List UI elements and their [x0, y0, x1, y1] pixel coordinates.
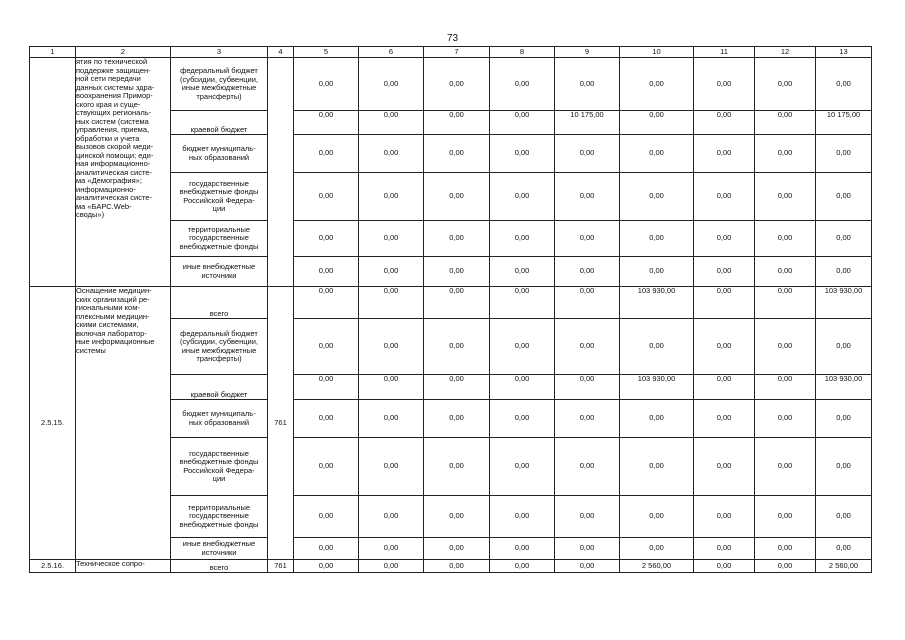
amount-cell: 0,00	[424, 438, 490, 496]
amount-cell: 0,00	[490, 375, 555, 400]
amount-cell: 0,00	[555, 438, 620, 496]
amount-cell: 0,00	[620, 111, 694, 135]
amount-cell: 0,00	[694, 319, 755, 375]
amount-cell: 0,00	[816, 538, 872, 560]
amount-cell: 0,00	[294, 111, 359, 135]
amount-cell: 0,00	[359, 257, 424, 287]
amount-cell: 0,00	[294, 438, 359, 496]
amount-cell: 0,00	[490, 257, 555, 287]
amount-cell: 0,00	[694, 221, 755, 257]
column-header: 10	[620, 47, 694, 58]
column-header: 6	[359, 47, 424, 58]
amount-cell: 0,00	[424, 135, 490, 173]
funding-source: федеральный бюджет (субсидии, субвенции, иные межбюджетные трансферты)	[171, 58, 268, 111]
amount-cell: 0,00	[755, 496, 816, 538]
funding-source: государственные внебюджетные фонды Российской Федера- ции	[171, 173, 268, 221]
grbs-code: 761	[268, 287, 294, 560]
amount-cell: 0,00	[755, 538, 816, 560]
column-header: 2	[76, 47, 171, 58]
amount-cell: 0,00	[620, 135, 694, 173]
amount-cell: 0,00	[359, 538, 424, 560]
column-header: 7	[424, 47, 490, 58]
budget-table	[29, 46, 872, 573]
amount-cell: 0,00	[424, 173, 490, 221]
amount-cell: 0,00	[694, 58, 755, 111]
amount-cell: 0,00	[755, 221, 816, 257]
amount-cell: 0,00	[755, 319, 816, 375]
amount-cell: 0,00	[424, 221, 490, 257]
amount-cell: 0,00	[359, 111, 424, 135]
funding-source: государственные внебюджетные фонды Российской Федера- ции	[171, 438, 268, 496]
amount-cell: 0,00	[424, 58, 490, 111]
amount-cell: 0,00	[620, 257, 694, 287]
amount-cell: 0,00	[294, 221, 359, 257]
amount-cell: 0,00	[359, 135, 424, 173]
column-header: 11	[694, 47, 755, 58]
amount-cell: 0,00	[294, 173, 359, 221]
amount-cell: 0,00	[694, 438, 755, 496]
amount-cell: 0,00	[359, 438, 424, 496]
column-header: 5	[294, 47, 359, 58]
amount-cell: 0,00	[555, 319, 620, 375]
column-header: 13	[816, 47, 872, 58]
amount-cell: 0,00	[490, 560, 555, 573]
amount-cell: 0,00	[755, 58, 816, 111]
funding-source: иные внебюджетные источники	[171, 257, 268, 287]
funding-source: краевой бюджет	[171, 111, 268, 135]
amount-cell: 0,00	[555, 257, 620, 287]
amount-cell: 0,00	[620, 58, 694, 111]
amount-cell: 0,00	[816, 257, 872, 287]
grbs-code: 761	[268, 560, 294, 573]
funding-source: иные внебюджетные источники	[171, 538, 268, 560]
amount-cell: 0,00	[816, 221, 872, 257]
amount-cell: 0,00	[555, 375, 620, 400]
column-header: 9	[555, 47, 620, 58]
row-code	[30, 58, 76, 287]
amount-cell: 0,00	[294, 538, 359, 560]
amount-cell: 0,00	[359, 287, 424, 319]
funding-source: бюджет муниципаль- ных образований	[171, 400, 268, 438]
amount-cell: 0,00	[620, 438, 694, 496]
amount-cell: 0,00	[694, 287, 755, 319]
amount-cell: 0,00	[755, 375, 816, 400]
column-header: 12	[755, 47, 816, 58]
amount-cell: 0,00	[424, 257, 490, 287]
funding-source: всего	[171, 560, 268, 573]
row-description: ятия по технической поддержке защищен- ной сети передачи данных системы здра- воохранения Примор- ского края и суще- ствующих региональ- ных систем (система управления, приема, обработки и учета вызовов скорой меди- цинской помощи; еди- ная информационно- аналитическая систе- ма «Демография»; информационно- аналитическая систе- ма «БАРС.Web- своды»)	[76, 58, 171, 287]
amount-cell: 0,00	[490, 538, 555, 560]
amount-cell: 0,00	[694, 538, 755, 560]
amount-cell: 0,00	[555, 135, 620, 173]
amount-cell: 0,00	[490, 111, 555, 135]
amount-cell: 0,00	[424, 319, 490, 375]
amount-cell: 0,00	[816, 319, 872, 375]
table-row	[30, 560, 872, 573]
amount-cell: 0,00	[555, 538, 620, 560]
amount-cell: 0,00	[816, 438, 872, 496]
amount-cell: 0,00	[755, 111, 816, 135]
amount-cell: 0,00	[359, 400, 424, 438]
amount-cell: 0,00	[620, 400, 694, 438]
amount-cell: 0,00	[359, 375, 424, 400]
amount-cell: 0,00	[294, 496, 359, 538]
amount-cell: 0,00	[424, 538, 490, 560]
amount-cell: 0,00	[359, 560, 424, 573]
row-code: 2.5.16.	[30, 560, 76, 573]
amount-cell: 0,00	[694, 400, 755, 438]
amount-cell: 0,00	[555, 287, 620, 319]
row-code: 2.5.15.	[30, 287, 76, 560]
amount-cell: 0,00	[424, 111, 490, 135]
amount-cell: 0,00	[294, 58, 359, 111]
grbs-code	[268, 58, 294, 287]
column-header: 4	[268, 47, 294, 58]
table-row	[30, 58, 872, 111]
column-header: 3	[171, 47, 268, 58]
amount-cell: 0,00	[424, 400, 490, 438]
amount-cell: 0,00	[816, 173, 872, 221]
amount-cell: 103 930,00	[620, 287, 694, 319]
amount-cell: 0,00	[694, 257, 755, 287]
amount-cell: 0,00	[490, 287, 555, 319]
amount-cell: 10 175,00	[816, 111, 872, 135]
amount-cell: 0,00	[359, 496, 424, 538]
amount-cell: 2 560,00	[620, 560, 694, 573]
amount-cell: 0,00	[294, 257, 359, 287]
amount-cell: 0,00	[490, 496, 555, 538]
amount-cell: 0,00	[294, 135, 359, 173]
amount-cell: 0,00	[359, 319, 424, 375]
page-number: 73	[446, 33, 459, 44]
amount-cell: 0,00	[359, 58, 424, 111]
amount-cell: 0,00	[294, 400, 359, 438]
amount-cell: 0,00	[694, 375, 755, 400]
funding-source: территориальные государственные внебюджетные фонды	[171, 496, 268, 538]
amount-cell: 0,00	[694, 496, 755, 538]
amount-cell: 0,00	[755, 560, 816, 573]
amount-cell: 0,00	[555, 221, 620, 257]
amount-cell: 0,00	[816, 496, 872, 538]
amount-cell: 0,00	[359, 173, 424, 221]
funding-source: территориальные государственные внебюджетные фонды	[171, 221, 268, 257]
funding-source: краевой бюджет	[171, 375, 268, 400]
amount-cell: 0,00	[424, 375, 490, 400]
amount-cell: 0,00	[490, 400, 555, 438]
amount-cell: 0,00	[694, 135, 755, 173]
amount-cell: 0,00	[755, 257, 816, 287]
amount-cell: 0,00	[816, 58, 872, 111]
amount-cell: 0,00	[620, 173, 694, 221]
amount-cell: 0,00	[490, 135, 555, 173]
amount-cell: 0,00	[620, 538, 694, 560]
amount-cell: 0,00	[490, 173, 555, 221]
amount-cell: 0,00	[694, 560, 755, 573]
amount-cell: 103 930,00	[620, 375, 694, 400]
amount-cell: 0,00	[424, 287, 490, 319]
funding-source: федеральный бюджет (субсидии, субвенции, иные межбюджетные трансферты)	[171, 319, 268, 375]
amount-cell: 0,00	[490, 58, 555, 111]
amount-cell: 10 175,00	[555, 111, 620, 135]
column-header: 1	[30, 47, 76, 58]
column-header: 8	[490, 47, 555, 58]
amount-cell: 0,00	[755, 173, 816, 221]
table-body	[30, 58, 872, 573]
amount-cell: 0,00	[694, 111, 755, 135]
funding-source: всего	[171, 287, 268, 319]
amount-cell: 0,00	[694, 173, 755, 221]
amount-cell: 0,00	[424, 560, 490, 573]
amount-cell: 103 930,00	[816, 375, 872, 400]
amount-cell: 0,00	[294, 319, 359, 375]
amount-cell: 103 930,00	[816, 287, 872, 319]
amount-cell: 2 560,00	[816, 560, 872, 573]
amount-cell: 0,00	[755, 287, 816, 319]
amount-cell: 0,00	[490, 438, 555, 496]
amount-cell: 0,00	[816, 400, 872, 438]
amount-cell: 0,00	[755, 438, 816, 496]
amount-cell: 0,00	[424, 496, 490, 538]
amount-cell: 0,00	[555, 560, 620, 573]
row-description: Оснащение медицин- ских организаций ре- гиональными ком- плексными медицин- скими системами, включая лаборатор- ные информационные системы	[76, 287, 171, 560]
header-row	[30, 47, 872, 58]
amount-cell: 0,00	[294, 287, 359, 319]
amount-cell: 0,00	[755, 135, 816, 173]
funding-source: бюджет муниципаль- ных образований	[171, 135, 268, 173]
amount-cell: 0,00	[555, 496, 620, 538]
amount-cell: 0,00	[555, 58, 620, 111]
amount-cell: 0,00	[294, 375, 359, 400]
table-row	[30, 287, 872, 319]
amount-cell: 0,00	[490, 221, 555, 257]
amount-cell: 0,00	[359, 221, 424, 257]
amount-cell: 0,00	[490, 319, 555, 375]
amount-cell: 0,00	[755, 400, 816, 438]
amount-cell: 0,00	[294, 560, 359, 573]
amount-cell: 0,00	[555, 173, 620, 221]
amount-cell: 0,00	[555, 400, 620, 438]
amount-cell: 0,00	[620, 496, 694, 538]
amount-cell: 0,00	[620, 319, 694, 375]
amount-cell: 0,00	[816, 135, 872, 173]
amount-cell: 0,00	[620, 221, 694, 257]
row-description: Техническое сопро-	[76, 560, 171, 573]
